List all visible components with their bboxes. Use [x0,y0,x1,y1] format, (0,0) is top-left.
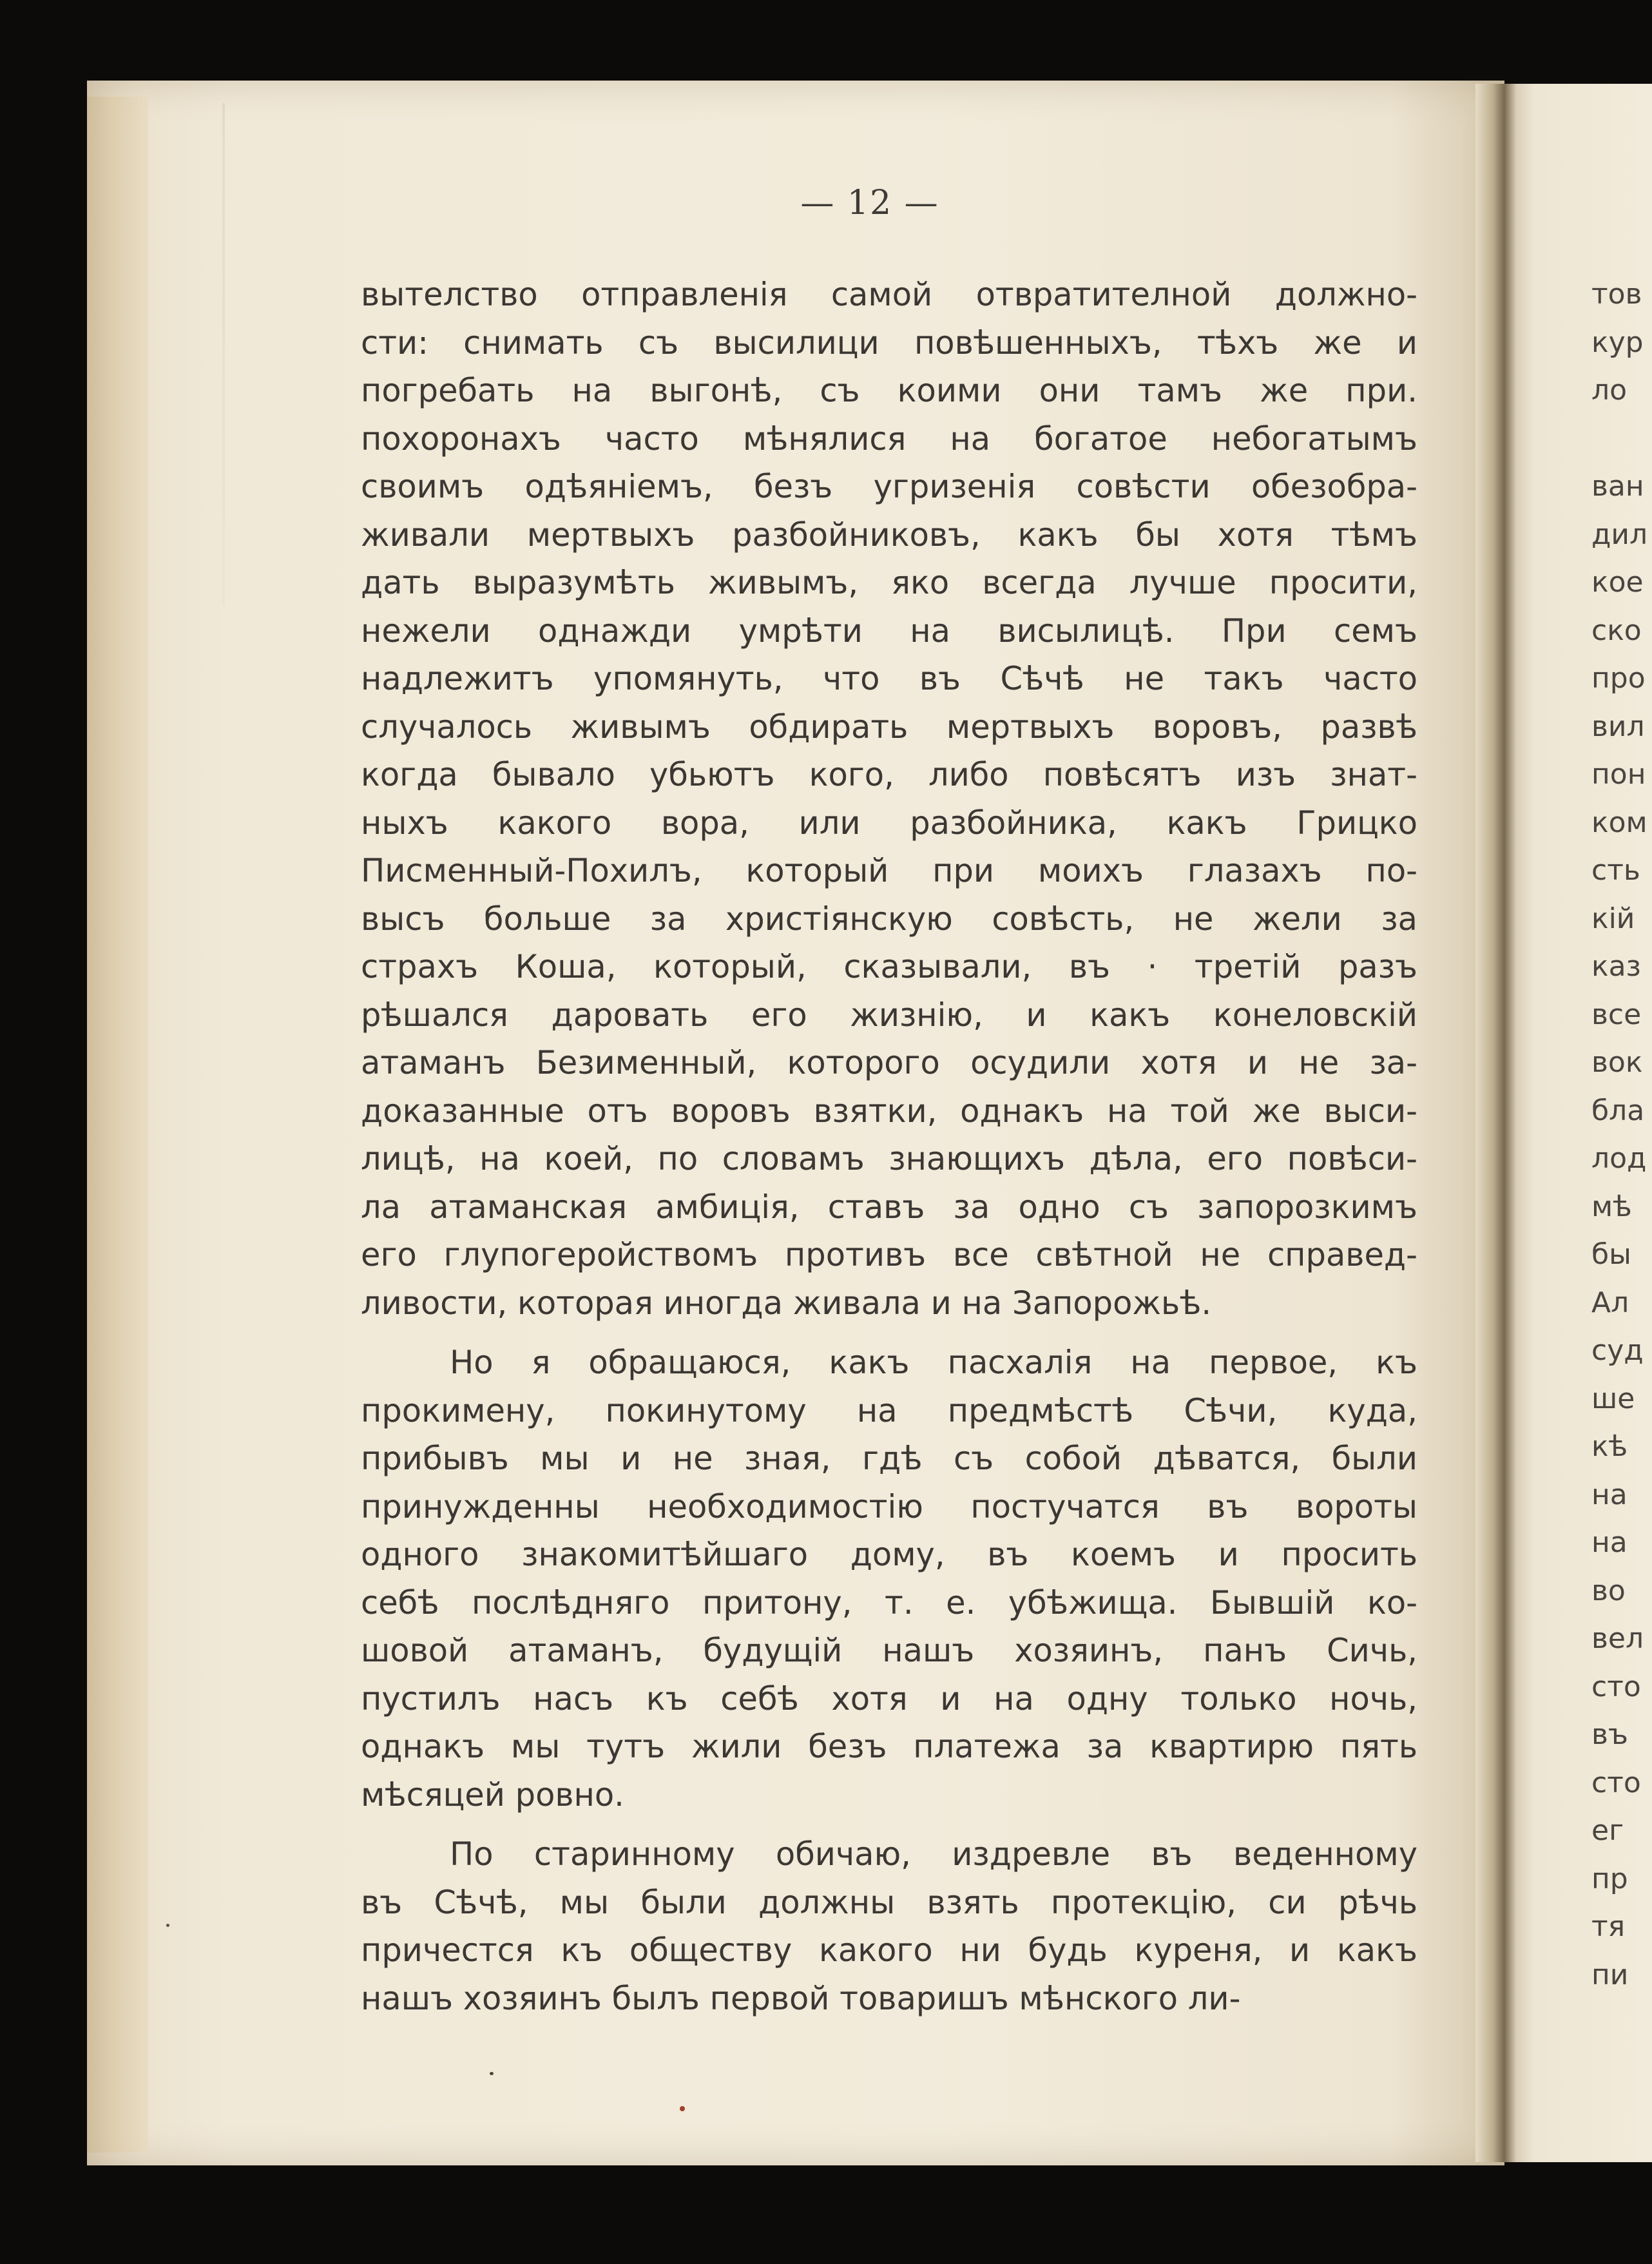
facing-page-fragment: сто [1591,1766,1641,1799]
facing-page-fragment: пон [1591,758,1646,791]
ink-speck [166,1924,169,1927]
text-line: когда бывало убьютъ кого, либо повѣсятъ изъ знат- [361,756,1417,793]
ink-speck [490,2072,494,2075]
text-line: мѣсяцей ровно. [361,1775,624,1814]
facing-page-fragment: мѣ [1591,1190,1632,1223]
text-line: Писменный-Похилъ, который при моихъ глазахъ по- [361,852,1417,889]
paragraph-gap [361,1327,1417,1339]
text-line: сти: снимать съ высилици повѣшенныхъ, тѣхъ же и [361,324,1417,362]
text-line: ла атаманская амбиція, ставъ за одно съ запорозкимъ [361,1188,1417,1226]
facing-page-fragment: кій [1591,902,1635,935]
facing-page-fragment: вил [1591,710,1645,743]
facing-page-text-fragments [1591,271,1652,1999]
facing-page-fragment: ван [1591,470,1644,503]
paper-crease [222,103,225,606]
facing-page-fragment: бла [1591,1094,1645,1127]
facing-page-fragment: лод [1591,1142,1647,1175]
facing-page-fragment: въ [1591,1718,1629,1751]
facing-page-fragment: пр [1591,1862,1628,1895]
facing-page-fragment: дил [1591,518,1648,551]
text-line: Но я обращаюся, какъ пасхалія на первое, къ [450,1344,1417,1381]
text-line: атаманъ Безименный, которого осудили хотя и не за- [361,1044,1417,1081]
facing-page-fragment: ско [1591,614,1642,647]
text-line: себѣ послѣдняго притону, т. е. убѣжища. Бывшій ко- [361,1583,1417,1621]
text-line: нежели однажди умрѣти на висылицѣ. При семъ [361,612,1417,650]
facing-page-fragment: сть [1591,854,1640,887]
facing-page-fragment: кѣ [1591,1430,1628,1463]
text-line: По старинному обичаю, издревле въ веденному [450,1835,1417,1873]
text-line: страхъ Коша, который, сказывали, въ · третій разъ [361,948,1417,985]
facing-page-fragment: ег [1591,1814,1624,1847]
text-line: ныхъ какого вора, или разбойника, какъ Грицко [361,804,1417,842]
text-line: рѣшался даровать его жизнію, и какъ конеловскій [361,996,1417,1034]
facing-page-fragment: бы [1591,1238,1631,1271]
facing-page-fragment: на [1591,1526,1628,1559]
text-line: прокимену, покинутому на предмѣстѣ Сѣчи, куда, [361,1391,1417,1429]
text-line: однакъ мы тутъ жили безъ платежа за квартирю пять [361,1728,1417,1765]
text-line: одного знакомитѣйшаго дому, въ коемъ и просить [361,1536,1417,1573]
text-line: погребать на выгонѣ, съ коими они тамъ же при. [361,372,1417,409]
text-line: причестся къ обществу какого ни будь куреня, и какъ [361,1931,1417,1969]
facing-page-fragment: вок [1591,1046,1643,1079]
facing-page-fragment: сто [1591,1670,1641,1703]
text-line: шовой атаманъ, будущій нашъ хозяинъ, панъ Сичь, [361,1632,1417,1669]
paragraph-gap [361,1819,1417,1830]
text-line: живали мертвыхъ разбойниковъ, какъ бы хотя тѣмъ [361,516,1417,554]
text-line: своимъ одѣяніемъ, безъ угризенія совѣсти обезобра- [361,468,1417,505]
text-line: дать выразумѣть живымъ, яко всегда лучше просити, [361,564,1417,601]
page-number: — 12 — [800,184,939,222]
facing-page-fragment: про [1591,662,1646,695]
facing-page-fragment: Ал [1591,1286,1629,1319]
facing-page-fragment: во [1591,1574,1626,1607]
text-line: принужденны необходимостію постучатся въ вороты [361,1487,1417,1525]
text-line: похоронахъ часто мѣнялися на богатое небогатымъ [361,420,1417,458]
facing-page-fragment: вел [1591,1622,1644,1655]
facing-page-fragment: ло [1591,374,1628,407]
facing-page-fragment: тов [1591,278,1642,311]
text-line: пустилъ насъ къ себѣ хотя и на одну только ночь, [361,1679,1417,1717]
facing-page-fragment [1591,415,1652,463]
facing-page-fragment: тя [1591,1910,1626,1943]
facing-page-fragment: все [1591,998,1642,1031]
page-edge-shading [87,97,148,2153]
text-line: нашъ хозяинъ былъ первой товаришъ мѣнского ли- [361,1979,1241,2017]
text-line: случалось живымъ обдирать мертвыхъ воровъ, развѣ [361,708,1417,746]
text-line: вытелство отправленія самой отвратителной должно- [361,276,1417,313]
facing-page-fragment: кур [1591,325,1644,359]
text-line: ливости, которая иногда живала и на Запорожьѣ. [361,1284,1212,1322]
text-line: лицѣ, на коей, по словамъ знающихъ дѣла, его повѣси- [361,1140,1417,1177]
facing-page-fragment: суд [1591,1334,1644,1367]
facing-page-fragment: кое [1591,566,1644,599]
text-line: въ Сѣчѣ, мы были должны взять протекцію, си рѣчь [361,1883,1417,1921]
facing-page-fragment: ком [1591,806,1647,839]
text-line: надлежитъ упомянуть, что въ Сѣчѣ не такъ часто [361,660,1417,697]
ink-speck [680,2106,685,2111]
text-line: прибывъ мы и не зная, гдѣ съ собой дѣватся, были [361,1440,1417,1477]
facing-page-fragment: каз [1591,950,1641,983]
text-line: доказанные отъ воровъ взятки, однакъ на той же выси- [361,1092,1417,1130]
text-line: его глупогеройствомъ противъ все свѣтной не справед- [361,1236,1417,1273]
text-line: высъ больше за христіянскую совѣсть, не жели за [361,900,1417,938]
facing-page-fragment: пи [1591,1958,1629,1991]
facing-page-fragment: ше [1591,1382,1635,1415]
facing-page-fragment: на [1591,1478,1628,1511]
main-text-block [361,271,1417,2022]
